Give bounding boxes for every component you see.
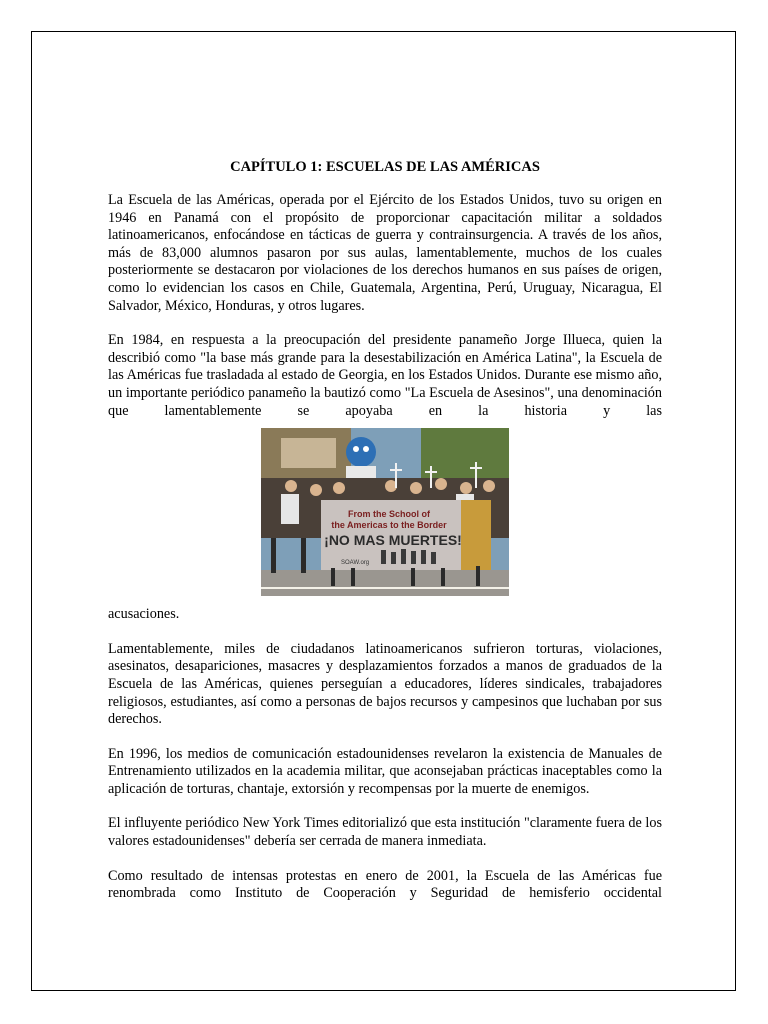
paragraph-5: En 1996, los medios de comunicación estadounidenses revelaron la existencia de Manuales de Entrenamiento utilizados en la academia militar, que aconsejaban prácticas inaceptables como la aplicación de torturas, chantaje, extorsión y recompensas por la muerte de enemigos. [108,745,662,797]
banner-line-2: the Americas to the Border [331,520,447,531]
banner-credit: SOAW.org [341,560,370,567]
banner-line-3: ¡NO MAS MUERTES! [324,532,462,549]
paragraph-1: La Escuela de las Américas, operada por el Ejército de los Estados Unidos, tuvo su origen en 1946 en Panamá con el propósito de proporcionar capacitación militar a soldados latinoamericanos, enfocándose en tácticas de guerra y contrainsurgencia. A través de los años, más de 83,000 alumnos pasaron por sus aulas, lamentablemente, muchos de los cuales posteriormente se destacaron por violaciones de los derechos humanos en sus países de origen, como lo evidencian los casos en Chile, Guatemala, Argentina, Perú, Uruguay, Nicaragua, El Salvador, México, Honduras, y otros lugares. [108,192,662,314]
banner-line-1: From the School of [348,509,430,520]
chapter-title: CAPÍTULO 1: ESCUELAS DE LAS AMÉRICAS [230,159,540,175]
paragraph-6: El influyente periódico New York Times editorializó que esta institución "claramente fuera de los valores estadounidenses" debería ser cerrada de manera inmediata. [108,815,662,850]
paragraph-3: acusaciones. [108,606,180,623]
document-page [31,31,736,991]
document-body [108,158,662,920]
paragraph-2: En 1984, en respuesta a la preocupación del presidente panameño Jorge Illueca, quien la describió como "la base más grande para la desestabilización en América Latina", la Escuela de las Américas fue trasladada al estado de Georgia, en los Estados Unidos. Durante ese mismo año, un importante periódico panameño la bautizó como "La Escuela de Asesinos", una denominación que lamentablemente se apoyaba en la historia y las [108,332,662,419]
paragraph-7: Como resultado de intensas protestas en enero de 2001, la Escuela de las Américas fue renombrada como Instituto de Cooperación y Seguridad de hemisferio occidental [108,867,662,902]
protest-photo [261,428,509,596]
paragraph-4: Lamentablemente, miles de ciudadanos latinoamericanos sufrieron torturas, violaciones, asesinatos, desapariciones, masacres y desplazamientos forzados a manos de graduados de la Escuela de las Américas, quienes perseguían a educadores, líderes sindicales, trabajadores religiosos, estudiantes, así como a personas de bajos recursos y campesinos que luchaban por sus derechos. [108,640,662,728]
